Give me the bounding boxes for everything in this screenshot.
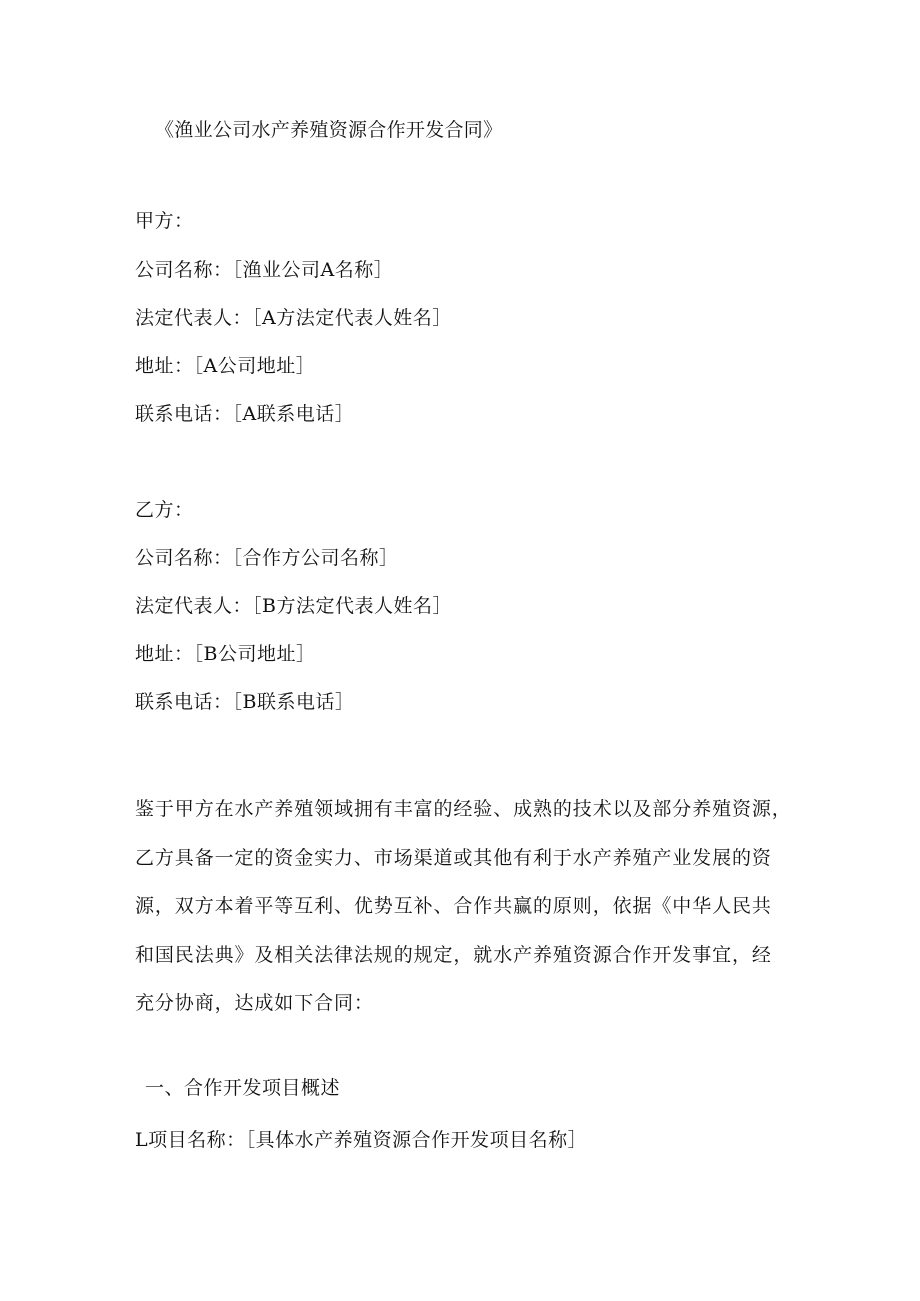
party-a-legal-rep: 法定代表人：［A方法定代表人姓名］ [135,307,452,329]
preamble-paragraph [135,785,795,1028]
party-b-phone: 联系电话：［B联系电话］ [135,691,355,713]
party-a-phone: 联系电话：［A联系电话］ [135,403,355,425]
preamble-line: 充分协商，达成如下合同： [135,992,374,1014]
party-b-company-name: 公司名称：［合作方公司名称］ [135,547,399,569]
party-a-address: 地址：［A公司地址］ [135,355,316,377]
section-1-heading: 一、合作开发项目概述 [145,1077,341,1099]
party-a-company-name: 公司名称：［渔业公司A名称］ [135,259,394,281]
party-a-heading: 甲方： [135,210,194,232]
contract-title: 《渔业公司水产养殖资源合作开发合同》 [155,119,503,141]
section-1-item-1: L项目名称：［具体水产养殖资源合作开发项目名称］ [135,1129,588,1151]
preamble-line: 鉴于甲方在水产养殖领域拥有丰富的经验、成熟的技术以及部分养殖资源， [135,798,792,820]
preamble-line: 乙方具备一定的资金实力、市场渠道或其他有利于水产养殖产业发展的资 [135,846,772,869]
preamble-line: 源，双方本着平等互利、优势互补、合作共赢的原则，依据《中华人民共 [135,895,772,917]
preamble-line: 和国民法典》及相关法律法规的规定，就水产养殖资源合作开发事宜，经 [135,943,772,966]
party-b-heading: 乙方： [135,499,194,521]
party-b-legal-rep: 法定代表人：［B方法定代表人姓名］ [135,595,452,617]
party-b-address: 地址：［B公司地址］ [135,643,316,665]
